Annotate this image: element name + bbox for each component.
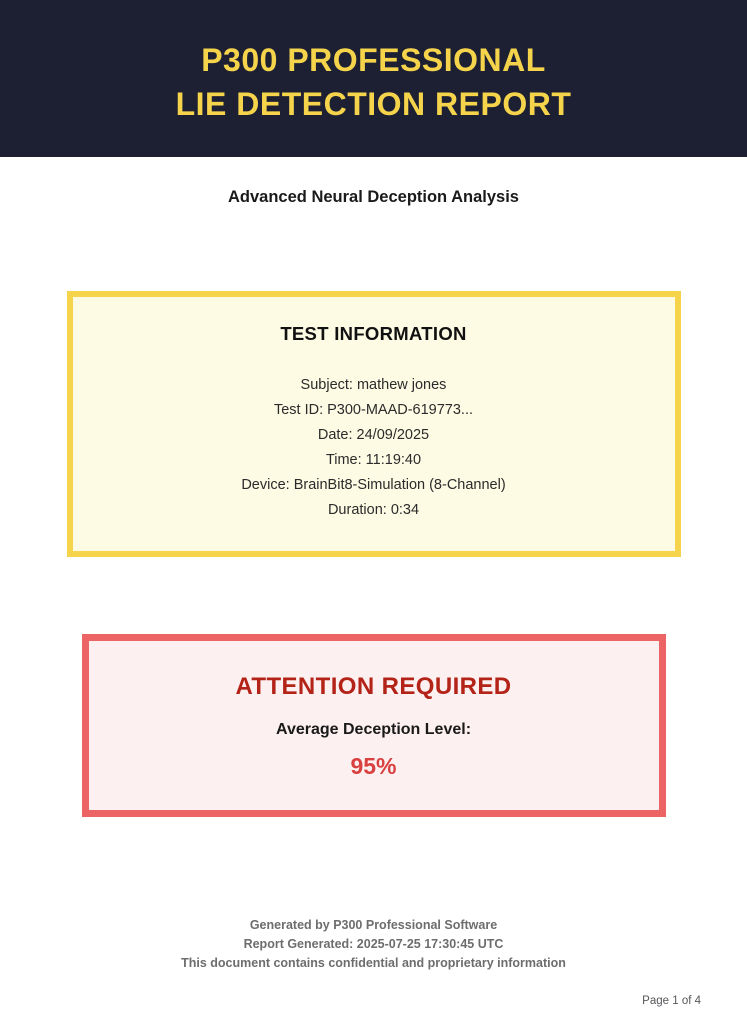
test-info-test-id: Test ID: P300-MAAD-619773... (273, 402, 474, 418)
alert-title: ATTENTION REQUIRED (235, 673, 512, 700)
page-number: Page 1 of 4 (642, 995, 701, 1007)
report-subtitle: Advanced Neural Deception Analysis (228, 188, 519, 206)
footer-line-report-generated: Report Generated: 2025-07-25 17:30:45 UTC (243, 937, 504, 951)
report-title-line-2: LIE DETECTION REPORT (175, 85, 572, 122)
test-info-duration: Duration: 0:34 (327, 502, 420, 518)
test-information-rows (93, 373, 655, 523)
deception-alert-panel (82, 634, 666, 817)
footer-line-confidentiality: This document contains confidential and proprietary information (181, 956, 566, 970)
test-info-date: Date: 24/09/2025 (317, 427, 430, 443)
test-information-heading: TEST INFORMATION (280, 323, 467, 344)
report-header (0, 0, 747, 157)
test-information-panel (67, 291, 681, 557)
footer-line-generated-by: Generated by P300 Professional Software (249, 918, 498, 932)
test-info-time: Time: 11:19:40 (325, 452, 422, 468)
average-deception-label: Average Deception Level: (275, 721, 472, 738)
report-title-line-1: P300 PROFESSIONAL (201, 41, 546, 78)
average-deception-value: 95% (350, 753, 397, 779)
test-info-subject: Subject: mathew jones (300, 377, 447, 393)
test-info-device: Device: BrainBit8-Simulation (8-Channel) (241, 477, 506, 493)
report-footer (0, 916, 747, 973)
